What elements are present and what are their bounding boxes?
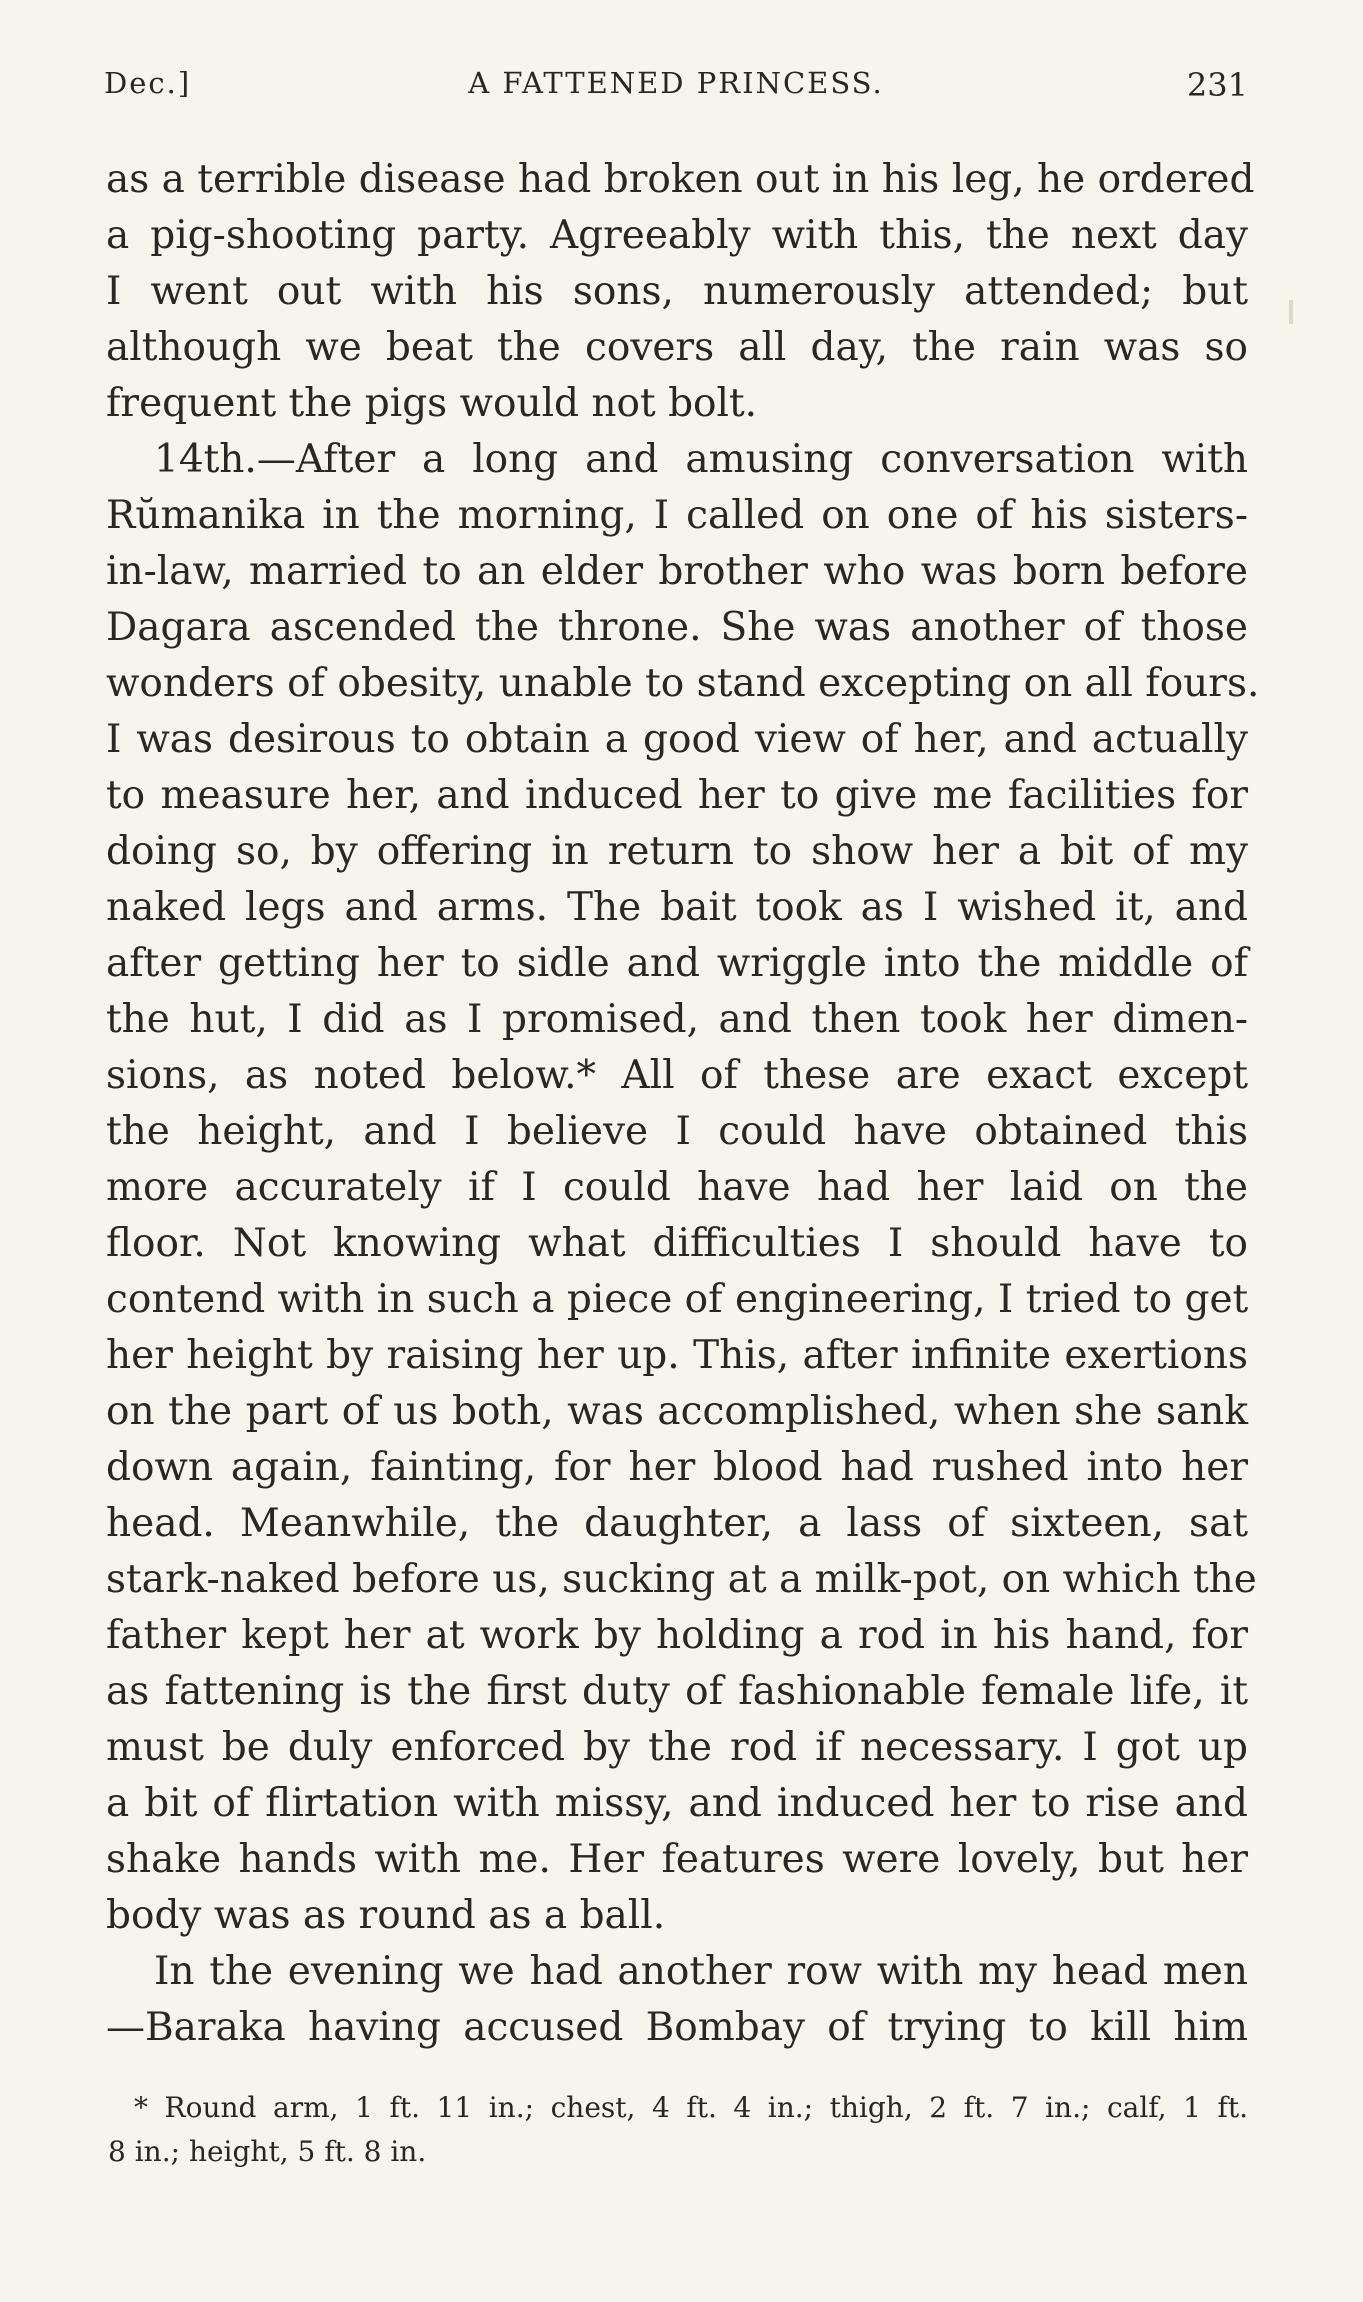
text-line: doing so, by offering in return to show her a bit of my	[106, 829, 1248, 874]
page-number: 231	[1186, 66, 1248, 104]
text-line: 14th.—After a long and amusing conversation with	[154, 437, 1248, 482]
text-line: must be duly enforced by the rod if necessary. I got up	[106, 1725, 1248, 1770]
text-line: shake hands with me. Her features were lovely, but her	[106, 1837, 1248, 1882]
text-line: down again, fainting, for her blood had rushed into her	[106, 1445, 1248, 1490]
text-line: floor. Not knowing what difficulties I should have to	[106, 1221, 1248, 1266]
text-line: as a terrible disease had broken out in his leg, he ordered	[106, 157, 1255, 202]
text-line: body was as round as a ball.	[106, 1893, 666, 1938]
running-head-title: A FATTENED PRINCESS.	[468, 66, 884, 100]
text-line: to measure her, and induced her to give me facilities for	[106, 773, 1248, 818]
text-line: wonders of obesity, unable to stand excepting on all fours.	[106, 661, 1260, 706]
running-head	[104, 66, 1248, 110]
body-text	[106, 152, 1260, 2056]
text-line: more accurately if I could have had her laid on the	[106, 1165, 1248, 1210]
text-line: naked legs and arms. The bait took as I wished it, and	[106, 885, 1248, 930]
text-line: frequent the pigs would not bolt.	[106, 381, 758, 426]
text-line: a pig-shooting party. Agreeably with this, the next day	[106, 213, 1248, 258]
text-line: stark-naked before us, sucking at a milk-pot, on which the	[106, 1557, 1257, 1602]
paper-mark	[1289, 300, 1293, 324]
text-line: although we beat the covers all day, the rain was so	[106, 325, 1248, 370]
text-line: her height by raising her up. This, after infinite exertions	[106, 1333, 1248, 1378]
text-line: sions, as noted below.* All of these are exact except	[106, 1053, 1248, 1098]
text-line: I was desirous to obtain a good view of her, and actually	[106, 717, 1248, 762]
text-line: a bit of flirtation with missy, and induced her to rise and	[106, 1781, 1248, 1826]
footnote-line: * Round arm, 1 ft. 11 in.; chest, 4 ft. 4 in.; thigh, 2 ft. 7 in.; calf, 1 ft.	[134, 2091, 1248, 2124]
text-line: in-law, married to an elder brother who was born before	[106, 549, 1248, 594]
text-line: Dagara ascended the throne. She was another of those	[106, 605, 1248, 650]
text-line: contend with in such a piece of engineering, I tried to get	[106, 1277, 1249, 1322]
running-head-month: Dec.]	[104, 66, 192, 100]
text-line: the hut, I did as I promised, and then took her dimen-	[106, 997, 1248, 1042]
text-line: on the part of us both, was accomplished, when she sank	[106, 1389, 1248, 1434]
text-line: —Baraka having accused Bombay of trying to kill him	[106, 2005, 1248, 2050]
footnote-line: 8 in.; height, 5 ft. 8 in.	[108, 2135, 427, 2168]
text-line: I went out with his sons, numerously attended; but	[106, 269, 1248, 314]
text-line: head. Meanwhile, the daughter, a lass of sixteen, sat	[106, 1501, 1248, 1546]
text-line: the height, and I believe I could have obtained this	[106, 1109, 1248, 1154]
text-line: as fattening is the first duty of fashionable female life, it	[106, 1669, 1248, 1714]
text-line: Rŭmanika in the morning, I called on one of his sisters-	[106, 493, 1248, 538]
footnote	[108, 2086, 1248, 2174]
text-line: after getting her to sidle and wriggle into the middle of	[106, 941, 1248, 986]
text-line: In the evening we had another row with my head men	[154, 1949, 1248, 1994]
text-line: father kept her at work by holding a rod in his hand, for	[106, 1613, 1248, 1658]
